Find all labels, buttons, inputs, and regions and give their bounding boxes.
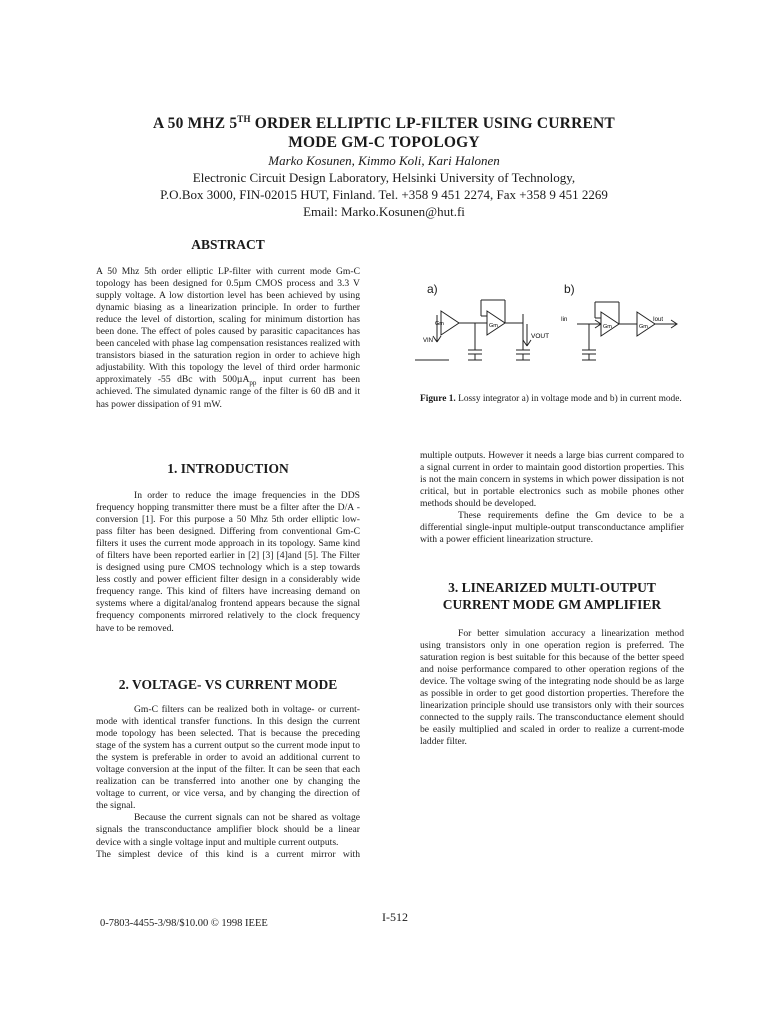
email-address: Email: Marko.Kosunen@hut.fi <box>303 204 465 219</box>
section-3-heading <box>420 579 684 613</box>
affiliation: Electronic Circuit Design Laboratory, Helsinki University of Technology, <box>192 170 576 185</box>
vin-label: VIN <box>423 338 434 344</box>
section-1-heading: 1. INTRODUCTION <box>167 461 289 476</box>
paper-title <box>110 114 658 152</box>
iout-label: Iout <box>653 317 664 323</box>
figure-label-b: b) <box>564 282 575 296</box>
abstract-heading: ABSTRACT <box>191 237 265 252</box>
paper-title-line1: A 50 MHZ 5TH ORDER ELLIPTIC LP-FILTER USING CURRENT <box>153 113 615 132</box>
page-number: I-512 <box>382 910 408 924</box>
paper-title-line2: MODE GM-C TOPOLOGY <box>288 134 480 151</box>
gm-block-label: Gm <box>489 323 498 329</box>
gm-block-label: Gm <box>603 324 612 330</box>
gm-block-label: Gm <box>639 324 648 330</box>
column-2-text: multiple outputs. However it needs a large bias current compared to a signal current in order to maintain good distortion properties. This is not the main concern in systems in which power dissipation is not critical, but in portable electronics such as mobile phones other methods should be developed. These requirements define the Gm device to be a differential single-input multiple-output transconductance amplifier with a power efficient linearization structure. <box>420 450 684 546</box>
author-names: Marko Kosunen, Kimmo Koli, Kari Halonen <box>268 153 500 168</box>
abstract-text: A 50 Mhz 5th order elliptic LP-filter with current mode Gm-C topology has been designed for 0.5µm CMOS process and 3.3 V supply voltage. A low distortion level has been achieved by using dynamic biasing as a linearization principle. In order to further reduce the level of distortion, scaling for minimum distortion has been done. The effect of poles caused by parasitic capacitances has been canceled with phase lag compensation resistances realized with transistors biased in the saturation region in order to achieve high adjustability. With this topology the level of third order harmonic approximately -55 dBc with 500µA$_{pp}$ input current has been achieved. The simulated dynamic range of the filter is 60 dB and it has power dissipation of 91 mW. <box>96 266 360 410</box>
section-2-text: Gm-C filters can be realized both in voltage- or current-mode with identical transfer functions. In this design the current mode topology has been selected. That is because the preceding stage of the system has a current output so the current mode input to the system is preferable in order to avoid an additional current to voltage conversion at the input of the filter. It can be seen that each realization can be transferred into another one by changing the voltage to current, or vice versa, and by changing the direction of the signal. Because the current signals can not be shared as voltage signals the transconductance amplifier block should be a linear device with a single voltage input and multiple current outputs. The simplest device of this kind is a current mirror with <box>96 704 360 860</box>
section-1-text: In order to reduce the image frequencies in the DDS frequency hopping transmitter there must be a filter after the D/A -conversion [1]. For this purpose a 50 Mhz 5th order elliptic low-pass filter has been designed. Differing from conventional Gm-C filters it uses the current mode approach in its topology. Same kind of filters have been reported earlier in [2] [3] [4]and [5]. The Filter is designed using pure CMOS technology which is a step towards less costly and power efficient filter design in a considerably wide frequency range. This kind of filters have increasing demand on systems where a digital/analog frontend appears because the signal frequency components mirrored relatively to the clock frequency have to be removed. <box>96 490 360 634</box>
section-2-heading: 2. VOLTAGE- VS CURRENT MODE <box>118 677 338 692</box>
figure-label-a: a) <box>427 282 438 296</box>
section-3-text: For better simulation accuracy a linearization method using transistors only in one operation region is preferred. The saturation region is best suitable for this because of the better speed and noise performance compared to other operation regions of the device. The voltage swing of the integrating node should be as large as possible in order to get good distortion properties. Therefore the linearization principle should use transistors only with their sources connected to the supply rails. The transconductance element should be easily multiplied and scaled in order to realize a current-mode ladder filter. <box>420 628 684 748</box>
figure-1-caption: Figure 1. Lossy integrator a) in voltage mode and b) in current mode. <box>420 394 682 404</box>
gm-block-label: Gm <box>435 321 444 327</box>
section-3-heading-line1: 3. LINEARIZED MULTI-OUTPUT <box>448 580 656 595</box>
vout-label: VOUT <box>531 333 550 340</box>
postal-address: P.O.Box 3000, FIN-02015 HUT, Finland. Tel. +358 9 451 2274, Fax +358 9 451 2269 <box>160 187 608 202</box>
section-3-heading-line2: CURRENT MODE GM AMPLIFIER <box>442 597 662 612</box>
author-block <box>110 152 658 220</box>
figure-1-schematic <box>415 280 685 380</box>
iin-label: Iin <box>561 317 568 323</box>
copyright-footer: 0-7803-4455-3/98/$10.00 © 1998 IEEE <box>100 918 268 929</box>
